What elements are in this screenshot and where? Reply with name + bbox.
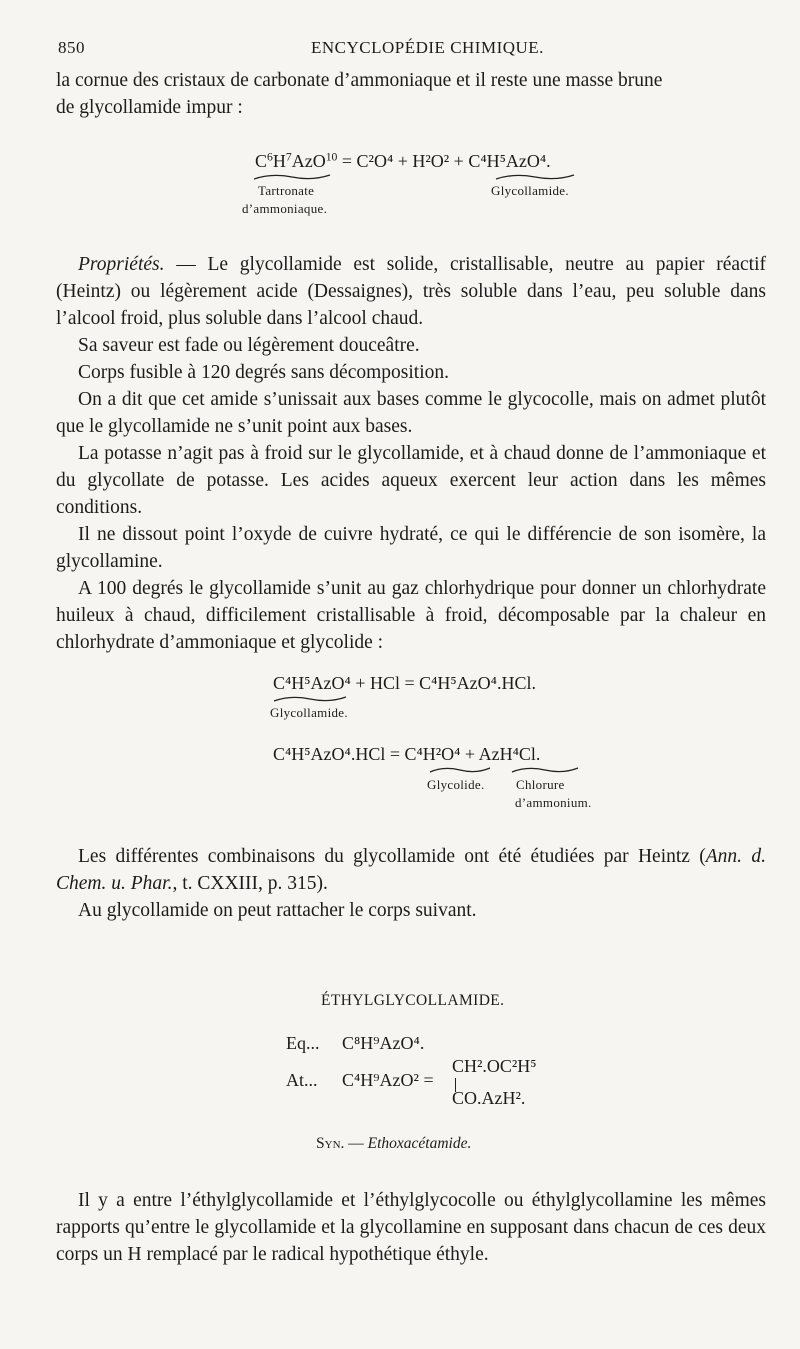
label-ammoniaque: d’ammoniaque. — [242, 201, 328, 216]
page-number: 850 — [58, 38, 85, 57]
synonym: Syn. — Ethoxacétamide. — [316, 1135, 472, 1152]
brace-chlorure — [510, 765, 580, 775]
section-title: ÉTHYLGLYCOLLAMIDE. — [321, 992, 505, 1009]
intro-line-2: de glycollamide impur : — [56, 97, 243, 118]
label-glycolide: Glycolide. — [427, 777, 485, 792]
eq-label: Eq... — [286, 1033, 320, 1053]
intro-line-1: la cornue des cristaux de carbonate d’ammoniaque et il reste une masse brune — [56, 70, 663, 91]
paragraph-rattacher: Au glycollamide on peut rattacher le corps suivant. — [78, 900, 477, 921]
at-formula: C⁴H⁹AzO² = — [342, 1070, 434, 1090]
reference-annalen: Ann. d. Chem. u. Phar. — [56, 846, 766, 894]
brace-glycollamide — [494, 172, 576, 182]
final-paragraph: Il y a entre l’éthylglycollamide et l’éthylglycocolle ou éthylglycollamine les mêmes rapports qu’entre le glycollamide et la glycollamine en supposant dans chacun de ces deux corps un H remplacé par le radical hypothétique éthyle. — [56, 1190, 766, 1265]
at-bottom: CO.AzH². — [452, 1088, 526, 1108]
label-chlorure: Chlorure — [516, 777, 565, 792]
brace-eq2 — [272, 694, 348, 704]
equation-2: C⁴H⁵AzO⁴ + HCl = C⁴H⁵AzO⁴.HCl. — [273, 673, 536, 693]
properties-p5: La potasse n’agit pas à froid sur le glycollamide, et à chaud donne de l’ammoniaque et du glycollate de potasse. Les acides aqueux exercent leur action dans les mêmes conditions. — [56, 443, 766, 518]
brace-glycolide — [428, 765, 492, 775]
at-top: CH².OC²H⁵ — [452, 1056, 537, 1076]
label-eq2-glycollamide: Glycollamide. — [270, 705, 348, 720]
label-glycollamide: Glycollamide. — [491, 183, 569, 198]
properties-p4: On a dit que cet amide s’unissait aux bases comme le glycocolle, mais on admet plutôt que le glycollamide ne s’unit point aux bases. — [56, 389, 766, 437]
paragraph-heintz: Les différentes combinaisons du glycollamide ont été étudiées par Heintz (Ann. d. Chem. u. Phar., t. CXXIII, p. 315). — [56, 846, 766, 894]
brace-tartronate — [252, 172, 332, 182]
properties-p7: A 100 degrés le glycollamide s’unit au gaz chlorhydrique pour donner un chlorhydrate huileux à chaud, difficilement cristallisable à froid, décomposable par la chaleur en chlorhydrate d’ammoniaque et glycolide : — [56, 578, 766, 653]
equation-1 — [255, 151, 551, 172]
properties-p1: Propriétés. — Le glycollamide est solide, cristallisable, neutre au papier réactif (Heintz) ou légèrement acide (Dessaignes), très soluble dans l’eau, peu soluble dans l’alcool froid, plus soluble dans l’alcool chaud. — [56, 254, 766, 329]
label-ammonium: d’ammonium. — [515, 795, 592, 810]
properties-heading: Propriétés. — [78, 254, 165, 275]
properties-p6: Il ne dissout point l’oxyde de cuivre hydraté, ce qui le différencie de son isomère, la glycollamine. — [56, 524, 766, 572]
at-label: At... — [286, 1070, 318, 1090]
label-tartronate: Tartronate — [258, 183, 315, 198]
properties-p2: Sa saveur est fade ou légèrement douceâtre. — [78, 335, 420, 356]
equation-3: C⁴H⁵AzO⁴.HCl = C⁴H²O⁴ + AzH⁴Cl. — [273, 744, 541, 764]
eq1-rhs: = C²O⁴ + H²O² + C⁴H⁵AzO⁴. — [341, 151, 551, 171]
eq-formula: C⁸H⁹AzO⁴. — [342, 1033, 425, 1053]
properties-p3: Corps fusible à 120 degrés sans décomposition. — [78, 362, 449, 383]
eq1-lhs: $C^6H^7AzO^{10}$ — [255, 150, 338, 171]
running-title: ENCYCLOPÉDIE CHIMIQUE. — [311, 38, 544, 57]
